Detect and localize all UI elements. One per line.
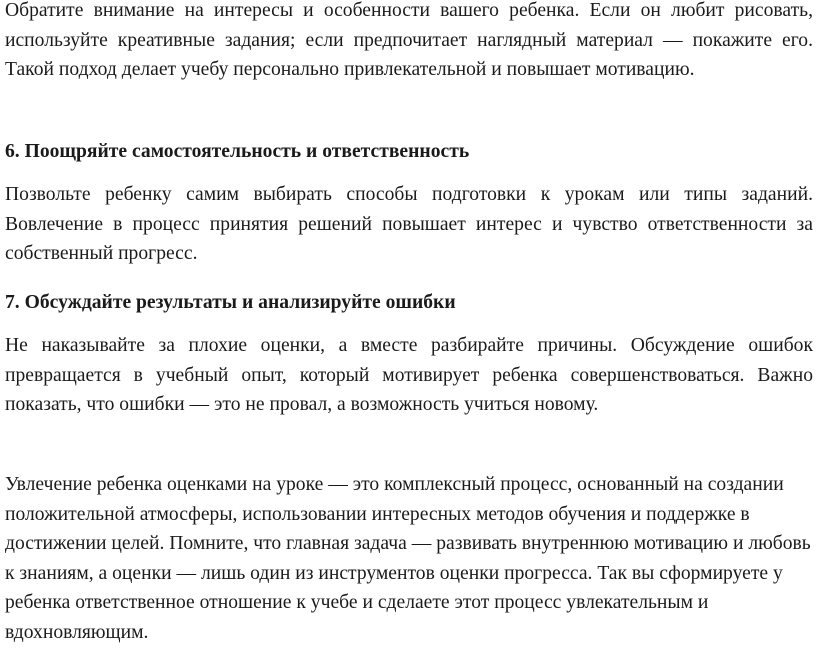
section-6-heading: 6. Поощряйте самостоятельность и ответственность [5,141,470,162]
section-6-body: Позвольте ребенку самим выбирать способы подготовки к урокам или типы заданий. Вовлечение в процесс принятия решений повышает интерес и чувство ответственности за собственный прогресс. [5,184,813,265]
section-7-heading: 7. Обсуждайте результаты и анализируйте ошибки [5,292,456,313]
conclusion-paragraph: Увлечение ребенка оценками на уроке — это комплексный процесс, основанный на создании положительной атмосферы, использовании интересных методов обучения и поддержке в достижении целей. Помните, что главная задача — развивать внутреннюю мотивацию и любовь к знаниям, а оценки — лишь один из инструментов оценки прогресса. Так вы сформируете у ребенка ответственное отношение к учебе и сделаете этот процесс увлекательным и вдохновляющим. [5,474,811,643]
intro-paragraph: Обратите внимание на интересы и особенности вашего ребенка. Если он любит рисовать, используйте креативные задания; если предпочитает наглядный материал — покажите его. Такой подход делает учебу персонально привлекательной и повышает мотивацию. [5,0,813,81]
section-7-body: Не наказывайте за плохие оценки, а вместе разбирайте причины. Обсуждение ошибок превращается в учебный опыт, который мотивирует ребенка совершенствоваться. Важно показать, что ошибки — это не провал, а возможность учиться новому. [5,335,813,416]
